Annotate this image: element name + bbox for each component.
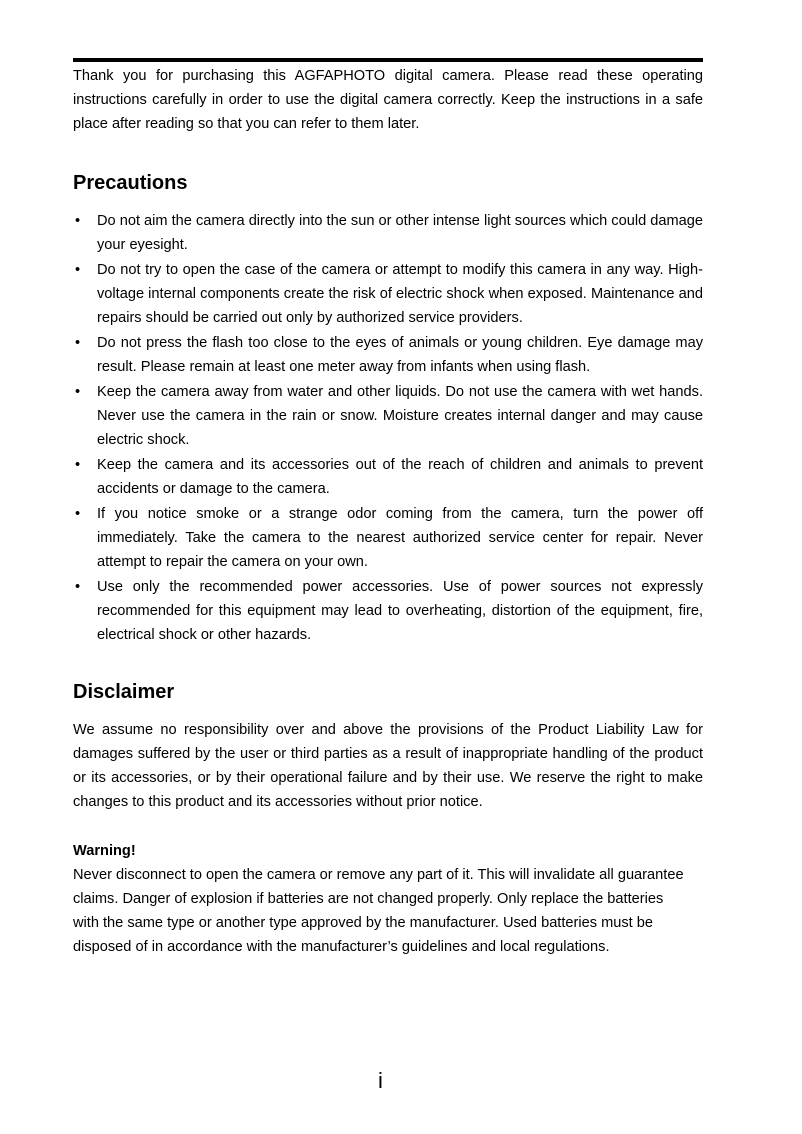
precaution-text: If you notice smoke or a strange odor coming from the camera, turn the power off immediately. Take the camera to the nearest authorized service center for repair. Never attempt to repair the camera on your own. <box>97 506 703 570</box>
disclaimer-paragraph: We assume no responsibility over and above the provisions of the Product Liability Law for damages suffered by the user or third parties as a result of inappropriate handling of the product or its accessories, or by their operational failure and by their use. We reserve the right to make changes to this product and its accessories without prior notice. <box>73 722 703 810</box>
precaution-text: Keep the camera and its accessories out of the reach of children and animals to prevent accidents or damage to the camera. <box>97 457 703 497</box>
precaution-item <box>73 453 703 501</box>
bullet-icon: • <box>75 335 81 351</box>
page-number: i <box>378 1068 383 1093</box>
intro-paragraph: Thank you for purchasing this AGFAPHOTO digital camera. Please read these operating instructions carefully in order to use the digital camera correctly. Keep the instructions in a safe place after reading so that you can refer to them later. <box>73 68 703 132</box>
precautions-heading: Precautions <box>73 172 188 194</box>
warning-paragraph: Never disconnect to open the camera or remove any part of it. This will invalidate all guarantee claims. Danger of explosion if batteries are not changed properly. Only replace the batteries with the same type or another type approved by the manufacturer. Used batteries must be disposed of in accordance with the manufacturer’s guidelines and local regulations. <box>73 867 684 955</box>
precaution-item <box>73 575 703 647</box>
warning-heading: Warning! <box>73 843 136 859</box>
precaution-item <box>73 331 703 379</box>
precaution-text: Do not press the flash too close to the eyes of animals or young children. Eye damage may result. Please remain at least one meter away from infants when using flash. <box>97 335 703 375</box>
bullet-icon: • <box>75 262 81 278</box>
precaution-text: Do not try to open the case of the camera or attempt to modify this camera in any way. High-voltage internal components create the risk of electric shock when exposed. Maintenance and repairs should be carried out only by authorized service providers. <box>97 262 703 326</box>
bullet-icon: • <box>75 579 81 595</box>
disclaimer-heading: Disclaimer <box>73 681 175 703</box>
precautions-list <box>73 209 703 648</box>
precaution-text: Keep the camera away from water and other liquids. Do not use the camera with wet hands. Never use the camera in the rain or snow. Moisture creates internal danger and may cause electric shock. <box>97 384 703 448</box>
bullet-icon: • <box>75 506 81 522</box>
precaution-item <box>73 258 703 330</box>
precaution-item <box>73 209 703 257</box>
header-rule <box>73 58 703 62</box>
bullet-icon: • <box>75 213 81 229</box>
bullet-icon: • <box>75 384 81 400</box>
bullet-icon: • <box>75 457 81 473</box>
precaution-item <box>73 502 703 574</box>
precaution-text: Use only the recommended power accessories. Use of power sources not expressly recommended for this equipment may lead to overheating, distortion of the equipment, fire, electrical shock or other hazards. <box>97 579 703 643</box>
precaution-item <box>73 380 703 452</box>
precaution-text: Do not aim the camera directly into the sun or other intense light sources which could damage your eyesight. <box>97 213 703 253</box>
